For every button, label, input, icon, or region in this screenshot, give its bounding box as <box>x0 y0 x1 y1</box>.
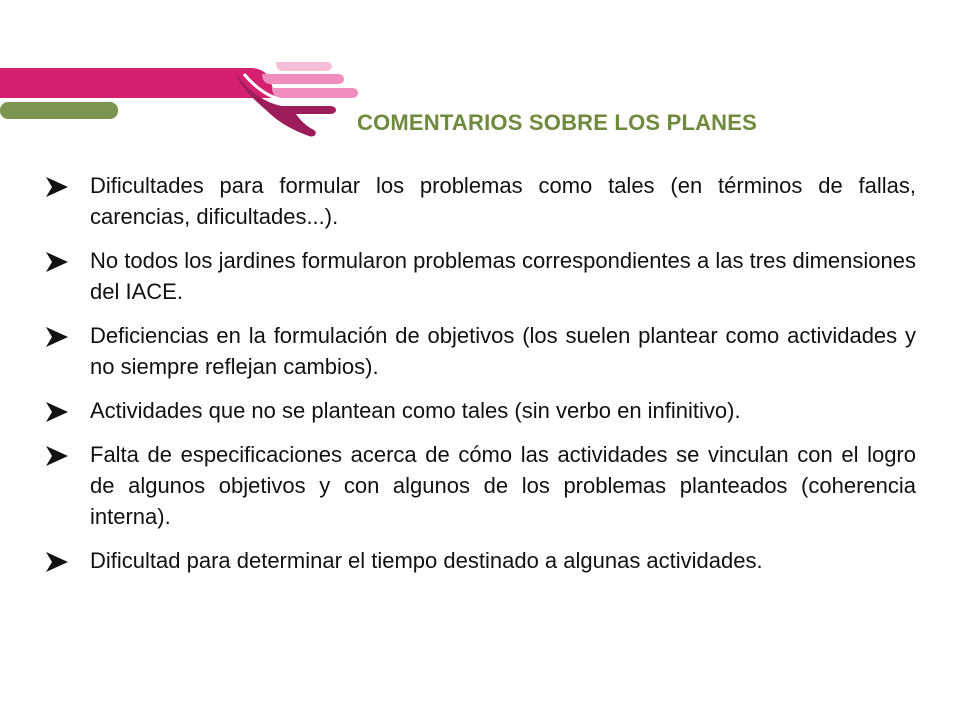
arrowhead-bullet-icon <box>44 399 70 425</box>
light-pink-finger <box>276 62 332 71</box>
bullet-text: Actividades que no se plantean como tales (sin verbo en infinitivo). <box>90 398 741 423</box>
bullet-text: Dificultad para determinar el tiempo destinado a algunas actividades. <box>90 548 763 573</box>
arrowhead-bullet-icon <box>44 443 70 469</box>
bullet-text: Dificultades para formular los problemas como tales (en términos de fallas, carencias, dificultades...). <box>90 173 916 229</box>
pink-finger-1 <box>262 74 344 84</box>
bullet-item <box>44 545 916 576</box>
bullet-item <box>44 320 916 382</box>
bullet-text: Deficiencias en la formulación de objetivos (los suelen plantear como actividades y no siempre reflejan cambios). <box>90 323 916 379</box>
bullet-list <box>44 170 916 589</box>
magenta-stripe <box>0 68 276 98</box>
bullet-item <box>44 170 916 232</box>
hands-logo-icon <box>0 40 360 140</box>
bullet-text: No todos los jardines formularon problemas correspondientes a las tres dimensiones del IACE. <box>90 248 916 304</box>
arrowhead-bullet-icon <box>44 324 70 350</box>
pink-finger-2 <box>272 88 358 98</box>
slide-title: COMENTARIOS SOBRE LOS PLANES <box>357 110 757 135</box>
arrowhead-bullet-icon <box>44 249 70 275</box>
arrowhead-bullet-icon <box>44 549 70 575</box>
bullet-item <box>44 395 916 426</box>
olive-stripe <box>0 102 118 119</box>
bullet-item <box>44 439 916 532</box>
bullet-item <box>44 245 916 307</box>
arrowhead-bullet-icon <box>44 174 70 200</box>
bullet-text: Falta de especificaciones acerca de cómo las actividades se vinculan con el logro de algunos objetivos y con algunos de los problemas planteados (coherencia interna). <box>90 442 916 529</box>
